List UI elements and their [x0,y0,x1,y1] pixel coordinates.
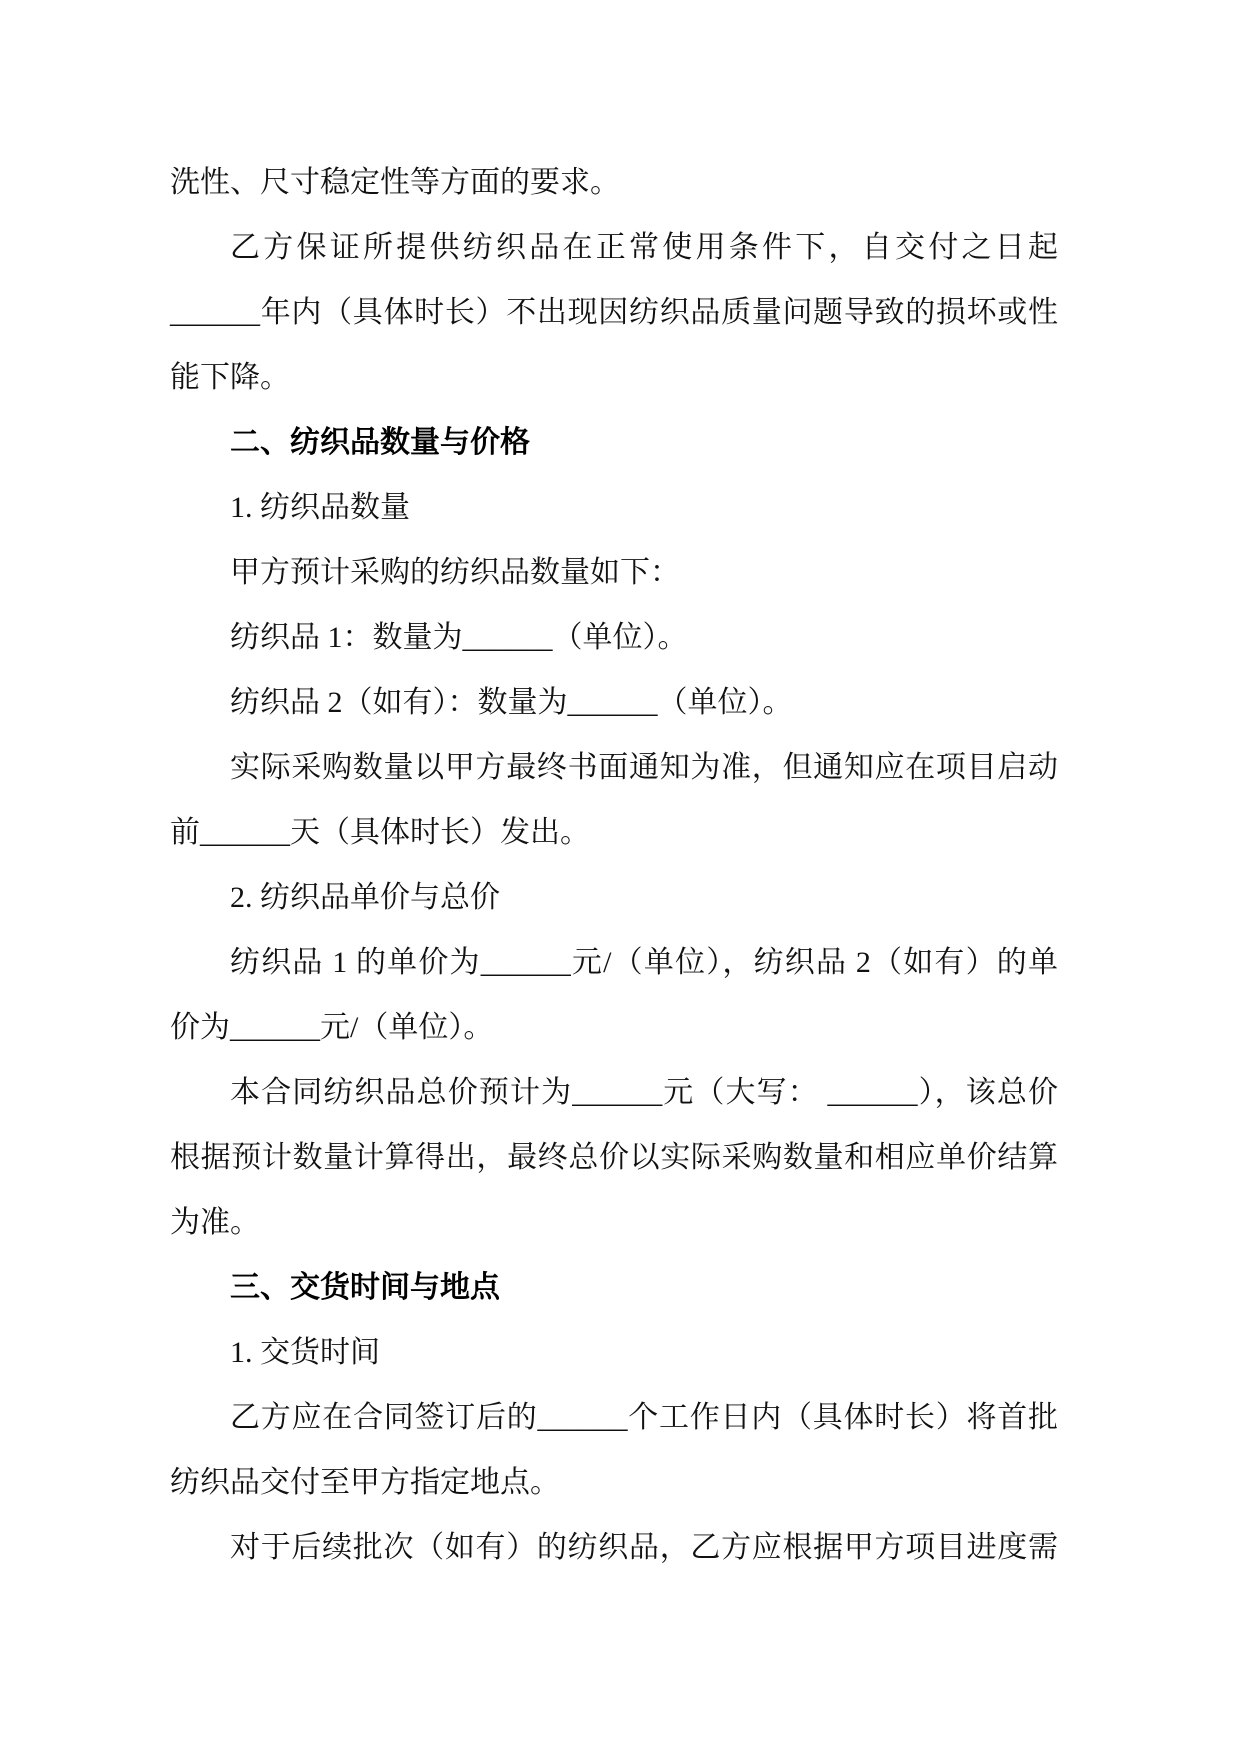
text-line: 甲方预计采购的纺织品数量如下： [230,556,680,589]
text-line: 价为______元/（单位）。 [170,1011,494,1044]
text-line: 乙方应在合同签订后的______个工作日内（具体时长）将首批 [230,1401,1058,1434]
text-line: 乙方保证所提供纺织品在正常使用条件下，自交付之日起 [230,231,1058,264]
text-line: 对于后续批次（如有）的纺织品，乙方应根据甲方项目进度需 [230,1531,1058,1564]
text-line: 前______天（具体时长）发出。 [170,816,590,849]
text-line: 洗性、尺寸稳定性等方面的要求。 [170,166,620,199]
numbered-item: 1. 交货时间 [230,1336,380,1369]
text-line: 根据预计数量计算得出，最终总价以实际采购数量和相应单价结算 [170,1141,1058,1174]
numbered-item: 1. 纺织品数量 [230,491,410,524]
text-line: 实际采购数量以甲方最终书面通知为准，但通知应在项目启动 [230,751,1058,784]
section-heading: 三、交货时间与地点 [230,1271,500,1304]
text-line: 为准。 [170,1206,260,1239]
text-line: 本合同纺织品总价预计为______元（大写： ______），该总价 [230,1076,1058,1109]
text-line: 纺织品 2（如有）：数量为______（单位）。 [230,686,793,719]
text-line: 纺织品 1 的单价为______元/（单位），纺织品 2（如有）的单 [230,946,1058,979]
text-line: 纺织品 1：数量为______（单位）。 [230,621,688,654]
text-line: 能下降。 [170,361,290,394]
section-heading: 二、纺织品数量与价格 [230,426,530,459]
text-line: 纺织品交付至甲方指定地点。 [170,1466,560,1499]
contract-body-text [170,150,1058,1580]
text-line: ______年内（具体时长）不出现因纺织品质量问题导致的损坏或性 [170,296,1058,329]
numbered-item: 2. 纺织品单价与总价 [230,881,500,914]
